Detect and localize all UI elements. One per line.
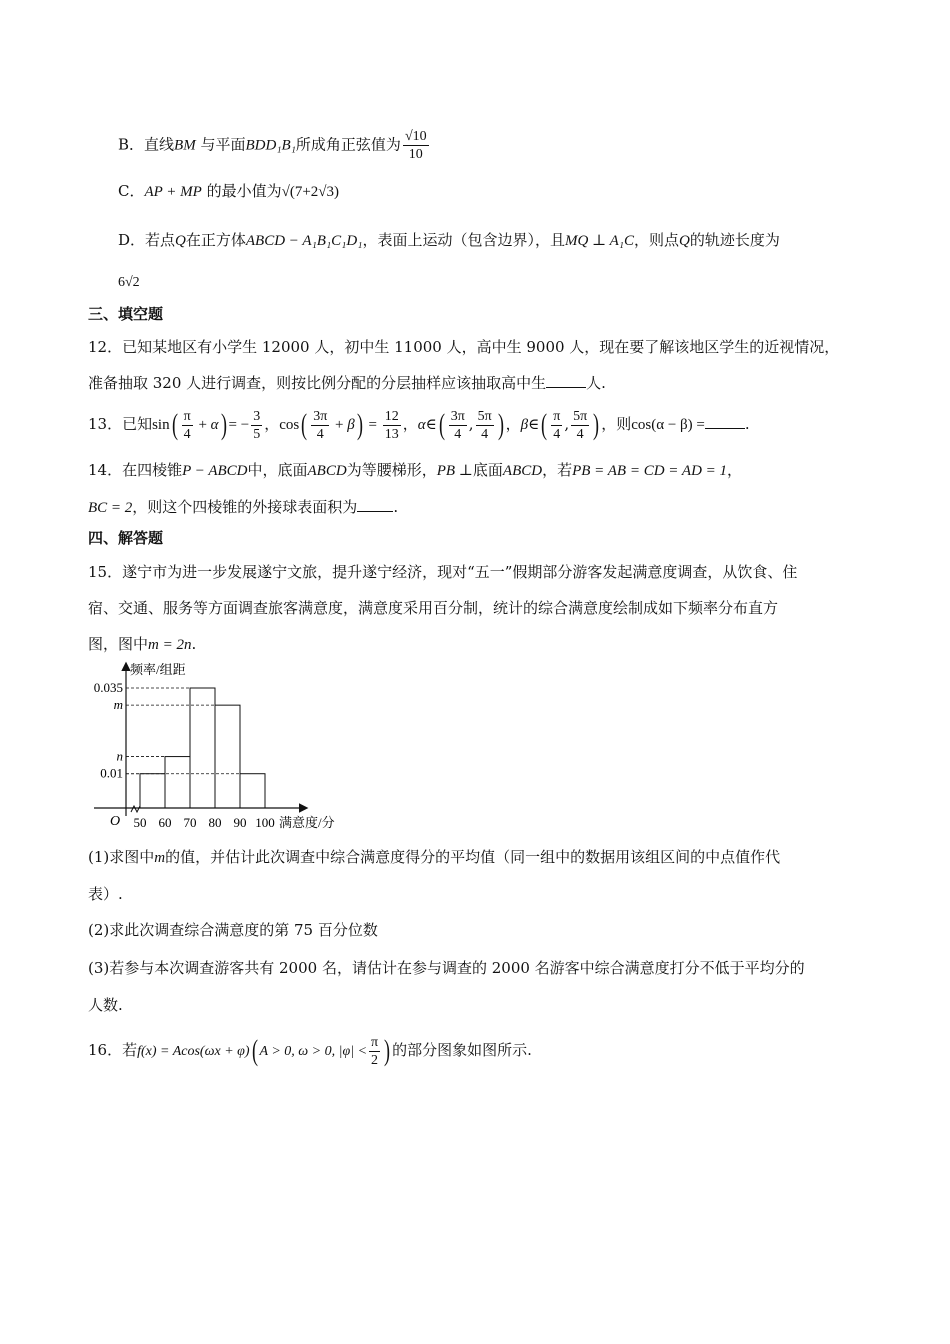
q15-line3 [88, 633, 196, 656]
q14-t4: 底面 [472, 461, 503, 479]
option-c-mid: 的最小值为 [206, 182, 282, 200]
option-d-t2: ，表面上运动（包含边界），且 [362, 231, 565, 249]
q15-part1-a: (1)求图中 [88, 848, 155, 866]
q16-num: π [371, 1034, 379, 1050]
x-tick-label: 70 [183, 815, 197, 830]
option-b-prefix: B．直线 [118, 135, 175, 154]
q12-line2-end: 人. [586, 374, 606, 392]
q13-num: 3 [253, 408, 261, 424]
q13-in-2: ∈ [528, 417, 540, 433]
q13-num: π [183, 408, 191, 424]
q15-line1: 15．遂宁市为进一步发展遂宁文旅，提升遂宁经济，现对“五一”假期部分游客发起满意度调查，从饮食、住 [88, 563, 798, 581]
histogram-bar [190, 688, 215, 808]
q14-end: . [393, 498, 399, 516]
q14-base: ABCD [307, 463, 347, 479]
q14-blank [357, 511, 393, 512]
q13-sin: sin [152, 417, 170, 433]
q13-then: ，则 [601, 415, 632, 433]
x-tick-label: 60 [158, 815, 172, 830]
q13-den: 13 [384, 426, 399, 442]
option-b-plane: BDD₁B₁ [245, 137, 296, 154]
option-d-q: Q [175, 233, 186, 249]
frequency-histogram [84, 658, 364, 838]
q14-t7: ，则这个四棱锥的外接球表面积为 [132, 498, 358, 516]
option-b-line: BM [174, 137, 196, 154]
option-b-num: √10 [404, 129, 427, 144]
q13-alpha-2: α [417, 417, 426, 433]
q15-relation: m = 2n [148, 637, 192, 653]
q15-line3-text: 图，图中 [88, 635, 149, 653]
option-d-cube: ABCD − A₁B₁C₁D₁ [245, 233, 363, 249]
q13-frac-3-5 [251, 408, 262, 443]
option-b-fraction [403, 128, 429, 163]
option-c-expr: AP + MP [144, 184, 202, 200]
section-answers: 四、解答题 [88, 529, 164, 547]
q13-neg: = − [228, 417, 250, 433]
q13-den: 4 [183, 426, 191, 442]
q13-frac-12-13 [383, 408, 401, 443]
q12-line2-text: 准备抽取 320 人进行调查，则按比例分配的分层抽样应该抽取高中生 [88, 374, 547, 392]
q14-bc: BC = 2 [88, 500, 133, 516]
q15-part1-b: 的值，并估计此次调查中综合满意度得分的平均值（同一组中的数据用该组区间的中点值作代 [165, 848, 781, 866]
x-tick-label: 80 [208, 815, 222, 830]
q15-line3-end: . [191, 635, 197, 653]
y-tick-label: m [113, 697, 123, 713]
q15-line2: 宿、交通、服务等方面调查旅客满意度，满意度采用百分制，统计的综合满意度绘制成如下频率分布直方 [88, 599, 779, 617]
q15-part1-m: m [154, 850, 166, 866]
section-fill-blank: 三、填空题 [88, 305, 164, 323]
q14-line1 [88, 459, 742, 482]
y-tick-label: n [116, 748, 123, 764]
q13-beta: β [347, 417, 355, 433]
q13: 13．已知sin( $\frac{\pi}{4}$ + α) = − $\frac{3}{5}$ ，cos( $\frac{3\pi}{4}$ + β) = $\frac{12}{13}$ ，α∈( $\frac{3\pi}{4}$ , $\frac{5\pi}{4}$ ) ，β∈( $\frac{\pi}{4}$ , $\frac{5\pi}{4}$ ) ，则cos(α − β) = . [88, 408, 750, 442]
histogram-bar [215, 705, 240, 808]
axis-break [131, 806, 140, 812]
q13-frac-pi4-a [182, 408, 193, 443]
option-d [118, 229, 780, 252]
q16-function: f(x) = Acos(ωx + φ) [137, 1044, 250, 1059]
q14-t5: ，若 [542, 461, 573, 479]
y-axis-label: 频率/组距 [130, 662, 186, 677]
q13-end: . [744, 415, 750, 433]
q13-den: 4 [576, 426, 584, 442]
option-d-prefix: D．若点 [118, 231, 176, 249]
y-tick-label: 0.035 [93, 680, 123, 695]
q13-frac-pi4-b [551, 408, 562, 443]
q13-in: ∈ [425, 417, 437, 433]
q13-frac-5pi4-b [571, 408, 589, 443]
option-d-q2: Q [679, 233, 690, 249]
q14-t6: ， [727, 461, 743, 479]
q14-t3: 为等腰梯形， [346, 461, 437, 479]
x-tick-label: 50 [133, 815, 147, 830]
q15-part3: (3)若参与本次调查游客共有 2000 名，请估计在参与调查的 2000 名游客中综合满意度打分不低于平均分的 [88, 959, 805, 977]
q13-beta-2: β [520, 417, 529, 433]
x-tick-label: 90 [233, 815, 247, 830]
q13-frac-3pi4 [311, 408, 329, 443]
q13-num: π [553, 408, 561, 424]
q14-eq: PB = AB = CD = AD = 1 [572, 463, 728, 479]
origin-label: O [110, 814, 121, 829]
option-c-value: √(7+2√3) [281, 184, 340, 200]
q12-line2 [88, 372, 606, 394]
q14-pb: PB ⊥ [436, 463, 473, 479]
q14-base-2: ABCD [502, 463, 543, 479]
q13-num: 3π [450, 408, 465, 424]
q12-line1: 12．已知某地区有小学生 12000 人，初中生 11000 人，高中生 9000 人，现在要了解该地区学生的近视情况， [88, 338, 840, 356]
q16-condition: A > 0, ω > 0, |φ| < [259, 1044, 368, 1059]
option-b-mid: 与平面 [200, 135, 246, 154]
q16-den: 2 [371, 1052, 379, 1068]
q15-part1-end: 表）. [88, 885, 123, 903]
q13-num: 5π [477, 408, 492, 424]
option-d-t3: ，则点 [634, 231, 680, 249]
x-axis-label: 满意度/分 [279, 815, 335, 830]
option-d-t1: 在正方体 [185, 231, 246, 249]
q13-den: 4 [481, 426, 489, 442]
option-d-cond: MQ ⊥ A₁C [564, 233, 634, 249]
q14-pyramid: P − ABCD [182, 463, 248, 479]
q13-num: 3π [313, 408, 328, 424]
q15-part2: (2)求此次调查综合满意度的第 75 百分位数 [88, 921, 378, 939]
q15-part1 [88, 846, 780, 869]
y-tick-label: 0.01 [100, 765, 123, 781]
q13-cosab: cos(α − β) = [631, 417, 705, 433]
q16-frac-pi2 [369, 1034, 380, 1069]
option-d-answer: 6√2 [118, 275, 140, 290]
q13-den: 4 [454, 426, 462, 442]
q14-t2: 中，底面 [247, 461, 308, 479]
option-b-suffix: 所成角正弦值为 [295, 135, 401, 154]
option-c [118, 180, 339, 203]
option-b [118, 128, 431, 163]
q14-line2 [88, 496, 398, 519]
x-tick-label: 100 [255, 815, 275, 830]
q13-den: 4 [553, 426, 561, 442]
q13-frac-5pi4 [476, 408, 494, 443]
q13-num: 5π [573, 408, 588, 424]
q13-alpha: α [210, 417, 219, 433]
option-d-t4: 的轨迹长度为 [689, 231, 780, 249]
q15-part3-end: 人数. [88, 996, 123, 1014]
q13-den: 5 [253, 426, 261, 442]
q14-t1: 14．在四棱锥 [88, 461, 183, 479]
q13-cos: cos [279, 417, 300, 433]
q13-blank [705, 428, 745, 429]
option-c-prefix: C． [118, 182, 145, 200]
q13-frac-3pi4-b [449, 408, 467, 443]
histogram-bar [165, 757, 190, 808]
q13-den: 4 [316, 426, 324, 442]
option-b-den: 10 [408, 147, 423, 162]
histogram-bar [240, 774, 265, 808]
q16-suffix: 的部分图象如图所示. [392, 1041, 532, 1059]
q13-num: 12 [384, 408, 399, 424]
q16: 16．若f(x) = Acos(ωx + φ)( A > 0, ω > 0, |φ| < $\frac{\pi}{2}$ ) 的部分图象如图所示. [88, 1034, 532, 1068]
q13-prefix: 13．已知 [88, 415, 153, 433]
histogram-bar [140, 774, 165, 808]
q16-prefix: 16．若 [88, 1041, 138, 1059]
q12-blank [546, 387, 586, 388]
